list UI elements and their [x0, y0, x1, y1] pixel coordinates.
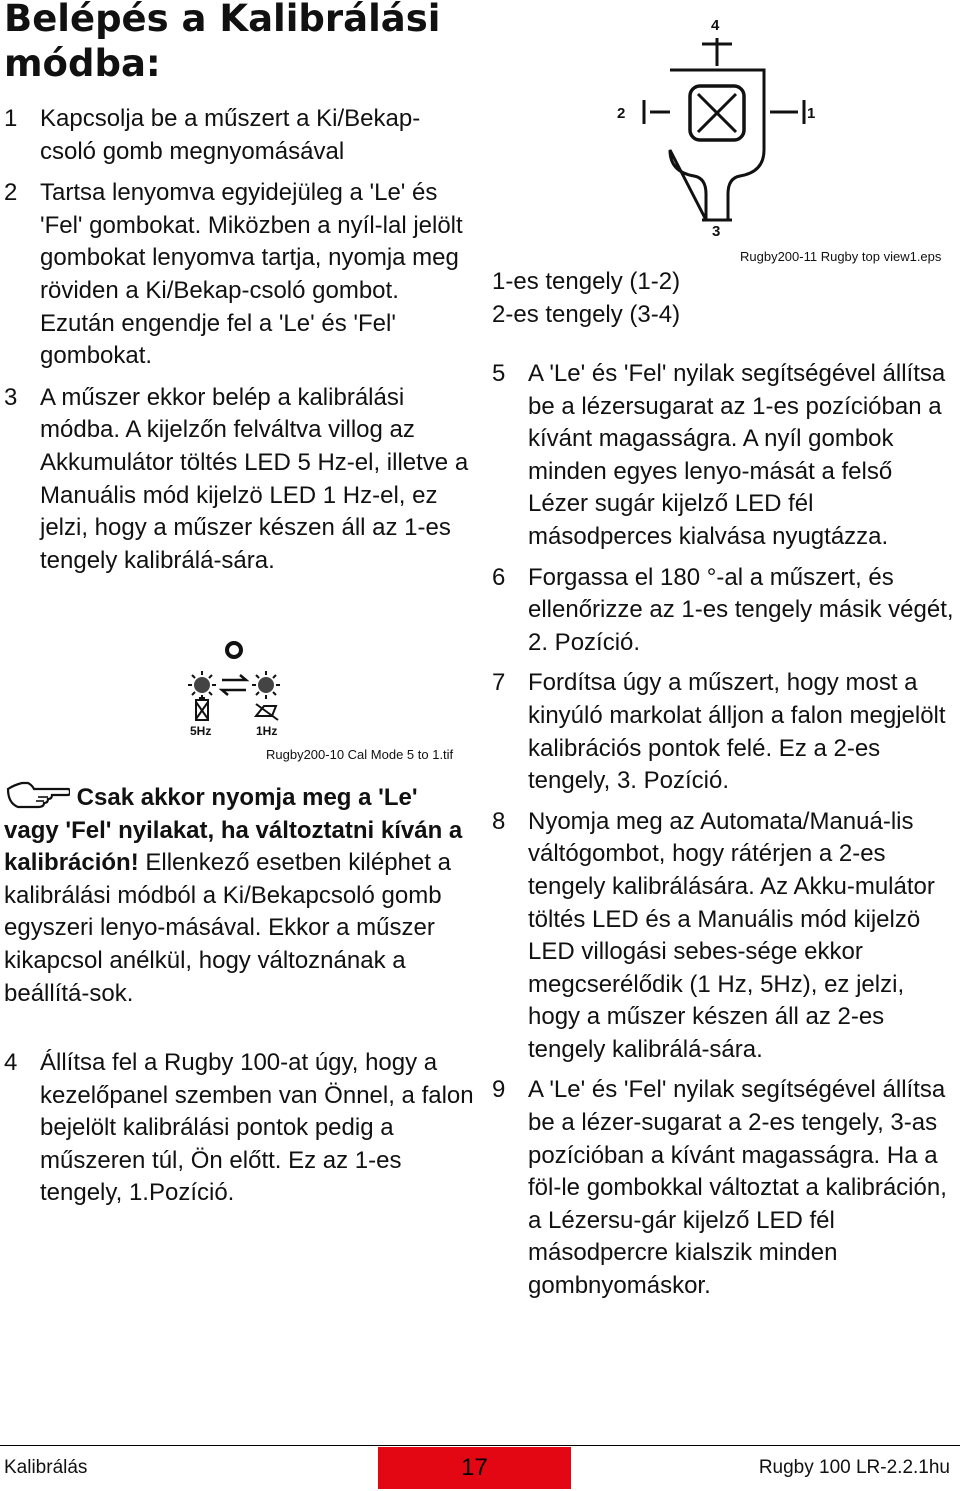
page-number-badge: [378, 1447, 571, 1489]
step-text: Fordítsa úgy a műszert, hogy most a kinyúló markolat álljon a falon megjelölt kalibrációs pontok felé. Ez a 2-es tengely, 3. Pozíció.: [528, 669, 946, 795]
note-block: [4, 779, 474, 1010]
step-text: A műszer ekkor belép a kalibrálási módba. A kijelzőn felváltva villog az Akkumulátor töltés LED 5 Hz-el, illetve a Manuális mód kijelzö LED 1 Hz-el, ez jelzi, hogy a műszer készen áll az 1-es tengely kalibrálá-sára.: [40, 383, 469, 574]
axis-2: 2-es tengely (3-4): [492, 300, 681, 328]
step-6: [492, 562, 958, 660]
label-2: 2: [617, 105, 626, 122]
footer-rule: [0, 1445, 960, 1446]
step-text: Kapcsolja be a műszert a Ki/Bekap-csoló gomb megnyomásával: [40, 105, 421, 165]
label-3: 3: [712, 223, 721, 240]
top-view-caption: Rugby200-11 Rugby top view1.eps: [740, 249, 942, 264]
battery-led-icon: [188, 671, 216, 720]
axis-1: 1-es tengely (1-2): [492, 268, 681, 295]
step-number: 4: [4, 1049, 18, 1076]
step-number: 7: [492, 669, 506, 697]
left-steps: [4, 103, 474, 577]
note-bold-text: Csak akkor nyomja meg a 'Le' vagy 'Fel' nyilakat, ha változtatni kíván a kalibráción!: [4, 784, 463, 877]
step-5: [492, 358, 958, 554]
label-1: 1: [807, 105, 816, 122]
label-4: 4: [711, 17, 720, 34]
step-text: Nyomja meg az Automata/Manuá-lis váltógombot, hogy rátérjen a 2-es tengely kalibrálására. Az Akku-mulátor töltés LED és a Manuális mód kijelzö LED villogási sebes-sége ekkor megcserélődik (1 Hz, 5Hz), ez jelzi, hogy a műszer készen áll az 2-es tengely kalibrálá-sára.: [528, 807, 935, 1063]
step-number: 8: [492, 807, 506, 835]
pointing-hand-icon: [4, 779, 70, 811]
step-1: [4, 103, 474, 168]
footer-document-id: Rugby 100 LR-2.2.1hu: [758, 1457, 950, 1478]
step-text: Tartsa lenyomva egyidejüleg a 'Le' és 'Fel' gombokat. Miközben a nyíl-lal jelölt gombokat lenyomva tartja, nyomja meg röviden a Ki/Bekap-csoló gombot. Ezután engendje fel a 'Le' és 'Fel' gombokat.: [40, 179, 463, 370]
step-text: Forgassa el 180 °-al a műszert, és ellenőrizze az 1-es tengely másik végét, 2. Pozíció.: [528, 563, 954, 656]
step-number: 6: [492, 563, 506, 591]
step-number: 3: [4, 383, 18, 411]
step-number: 1: [4, 105, 18, 132]
switch-arrows-icon: [222, 675, 246, 695]
top-led-icon: [227, 643, 241, 657]
step-8: [492, 806, 958, 1067]
label-5hz: 5Hz: [190, 724, 212, 738]
step-number: 5: [492, 360, 506, 387]
left-step-4: [4, 1047, 474, 1210]
rugby-top-view-figure: [610, 10, 830, 240]
label-1hz: 1Hz: [256, 724, 278, 738]
page-number: 17: [461, 1454, 488, 1481]
step-number: 2: [4, 179, 18, 207]
step-9: [492, 1074, 958, 1302]
led-figure-caption: Rugby200-10 Cal Mode 5 to 1.tif: [266, 747, 454, 762]
page-title: Belépés a Kalibrálási módba:: [4, 0, 441, 85]
step-text: A 'Le' és 'Fel' nyilak segítségével állítsa be a lézersugarat az 1-es pozícióban a kívánt magasságra. A nyíl gombok minden egyes lenyo-mását a felső Lézer sugár kijelző LED fél másodperces kialvása nyugtázza.: [528, 360, 946, 550]
step-2: [4, 177, 474, 373]
step-3: [4, 382, 474, 578]
note-text: Ellenkező esetben kiléphet a kalibrálási módból a Ki/Bekapcsoló gomb egyszeri lenyo-másával. Ekkor a műszer kikapcsol anélkül, hogy változnának a beállítá-sok.: [4, 849, 451, 1007]
led-calibration-figure: [180, 636, 290, 740]
footer-section-title: Kalibrálás: [4, 1457, 88, 1478]
manual-led-icon: [252, 671, 280, 720]
axes-list: [492, 266, 680, 331]
step-4: [4, 1047, 474, 1210]
right-steps: [492, 358, 958, 1303]
step-7: [492, 667, 958, 797]
step-number: 9: [492, 1076, 506, 1104]
step-text: A 'Le' és 'Fel' nyilak segítségével állítsa be a lézer-sugarat a 2-es tengely, 3-as pozícióban a kívánt magasságra. Ha a föl-le gombokkal változtat a kalibráción, a Lézersu-gár kijelző LED fél másodpercre kialszik minden gombnyomáskor.: [528, 1076, 947, 1300]
step-text: Állítsa fel a Rugby 100-at úgy, hogy a kezelőpanel szemben van Önnel, a falon bejelölt kalibrálási pontok pedig a műszeren túl, Ön előtt. Ez az 1-es tengely, 1.Pozíció.: [40, 1049, 474, 1207]
